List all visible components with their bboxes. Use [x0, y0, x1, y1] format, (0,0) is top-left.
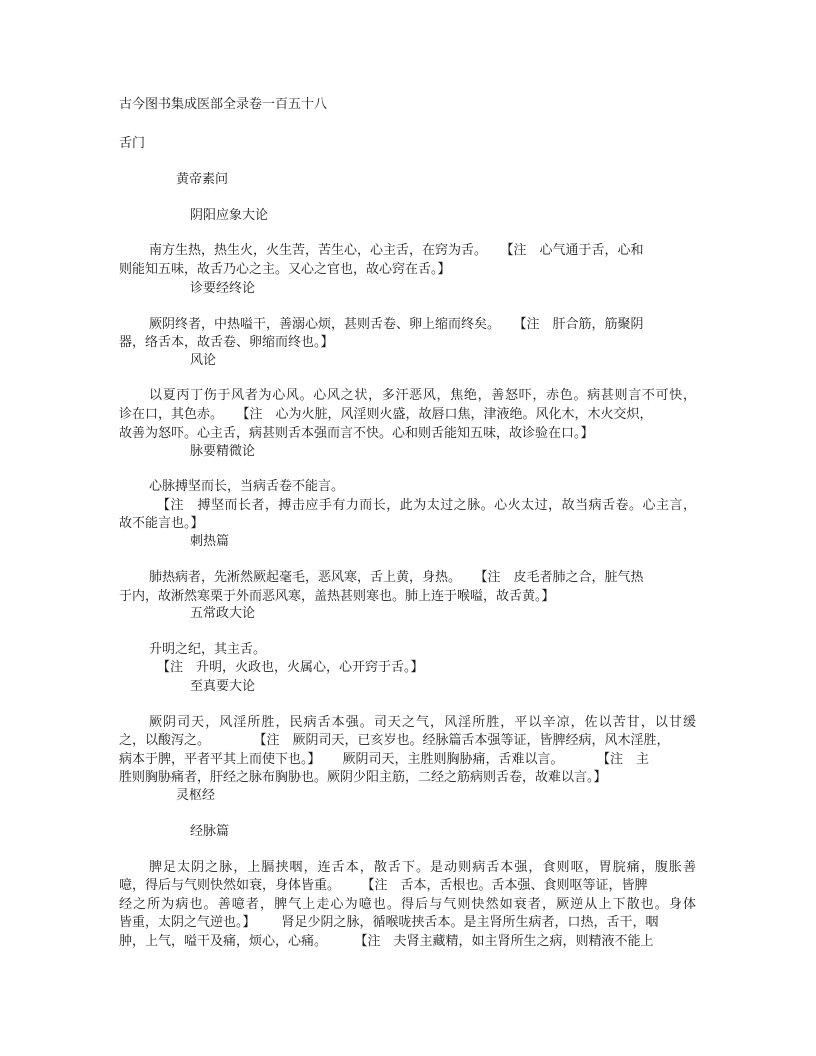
- text-line: 器，络舌本，故舌卷、卵缩而终也。】: [119, 335, 334, 350]
- body-text: 南方生热，热生火，火生苦，苦生心，心主舌，在窍为舌。: [149, 243, 488, 258]
- annotation-text: 【注 皮毛者肺之合，脏气热: [481, 570, 644, 585]
- text-line: [119, 732, 670, 750]
- text-line: [119, 406, 653, 424]
- text-line: [119, 914, 659, 932]
- text-line: 于内，故淅然寒栗于外而恶风寒，盖热甚则寒也。肺上连于喉嗌，故舌黄。】: [119, 589, 555, 604]
- annotation-line: 【注 升明，火政也，火属心，心开窍于舌。】: [157, 660, 424, 675]
- body-text: 肺热病者，先淅然厥起毫毛，恶风寒，舌上黄，身热。: [149, 570, 462, 585]
- book-heading: 黄帝素问: [176, 172, 229, 187]
- chapter-heading: 诊要经终论: [190, 281, 256, 296]
- chapter-heading: 脉要精微论: [190, 444, 256, 459]
- text-line: [119, 751, 649, 769]
- annotation-text: 皆重，太阴之气逆也。】: [119, 915, 256, 930]
- doc-title: 古今图书集成医部全录卷一百五十八: [119, 97, 328, 112]
- book-heading: 灵枢经: [176, 788, 216, 803]
- annotation-text: 【注 肝合筋，筋聚阴: [520, 317, 644, 332]
- text-line: [119, 933, 654, 951]
- annotation-text: 【注 主: [603, 752, 650, 767]
- text-line: 经之所为病也。善噫者，脾气上走心为噫也。得后与气则快然如衰者，厥逆从上下散也。身体: [119, 897, 696, 912]
- chapter-heading: 风论: [190, 353, 217, 368]
- body-text: 肾足少阴之脉，循喉咙挟舌本。是主肾所生病者，口热，舌干，咽: [281, 915, 659, 930]
- chapter-heading: 五常政大论: [190, 606, 256, 621]
- annotation-line: 【注 搏坚而长者，搏击应手有力而长，此为太过之脉。心火太过，故当病舌卷。心主言，: [157, 498, 696, 513]
- annotation-text: 【注 心气通于舌，心和: [507, 243, 644, 258]
- annotation-text: 【注 夫肾主藏精，如主肾所生之病，则精液不能上: [361, 934, 654, 949]
- body-text: 厥阴司天，主胜则胸胁痛，舌难以言。: [342, 752, 564, 767]
- section-heading: 舌门: [119, 136, 146, 151]
- text-line: 心脉搏坚而长，当病舌卷不能言。: [149, 479, 345, 494]
- body-text: 肿，上气，嗌干及痛，烦心，心痛。: [119, 934, 328, 949]
- text-line: 脾足太阴之脉，上膈挟咽，连舌本，散舌下。是动则病舌本强，食则呕，胃脘痛，腹胀善: [149, 860, 696, 875]
- body-text: 诊在口，其色赤。: [119, 407, 224, 422]
- chapter-heading: 经脉篇: [190, 824, 230, 839]
- text-line: [149, 242, 644, 260]
- body-text: 噫，得后与气则快然如衰，身体皆重。: [119, 878, 341, 893]
- text-line: 升明之纪，其主舌。: [149, 642, 267, 657]
- text-line: 则能知五味，故舌乃心之主。又心之官也，故心窍在舌。】: [119, 262, 451, 277]
- annotation-text: 病本于脾，平者平其上而使下也。】: [119, 752, 321, 767]
- annotation-text: 【注 厥阴司天，已亥岁也。经脉篇舌本强等证，皆脾经病，风木淫胜，: [260, 733, 670, 748]
- body-text: 厥阴终者，中热嗌干，善溺心烦，甚则舌卷、卵上缩而终矣。: [149, 317, 501, 332]
- text-line: [149, 569, 644, 587]
- text-line: [149, 316, 644, 334]
- chapter-heading: 刺热篇: [190, 534, 230, 549]
- text-line: 厥阴司天，风淫所胜，民病舌本强。司天之气，风淫所胜，平以辛凉，佐以苦甘，以甘缓: [149, 715, 696, 730]
- text-line: 故不能言也。】: [119, 516, 204, 531]
- text-line: 胜则胸胁痛者，肝经之脉布胸胁也。厥阴少阳主筋，二经之筋病则舌卷，故难以言。】: [119, 770, 607, 785]
- chapter-heading: 阴阳应象大论: [190, 208, 269, 223]
- annotation-text: 【注 舌本，舌根也。舌本强、食则呕等证，皆脾: [368, 878, 648, 893]
- text-line: 以夏丙丁伤于风者为心风。心风之状，多汗恶风，焦绝，善怒吓，赤色。病甚则言不可快，: [149, 388, 696, 403]
- text-line: 故善为怒吓。心主舌，病甚则舌本强而言不快。心和则舌能知五味，故诊验在口。】: [119, 426, 594, 441]
- body-text: 之，以酸泻之。: [119, 733, 211, 748]
- text-line: [119, 877, 648, 895]
- chapter-heading: 至真要大论: [190, 679, 256, 694]
- annotation-text: 【注 心为火脏，风淫则火盛，故唇口焦，津液绝。风化木，木火交炽，: [243, 407, 653, 422]
